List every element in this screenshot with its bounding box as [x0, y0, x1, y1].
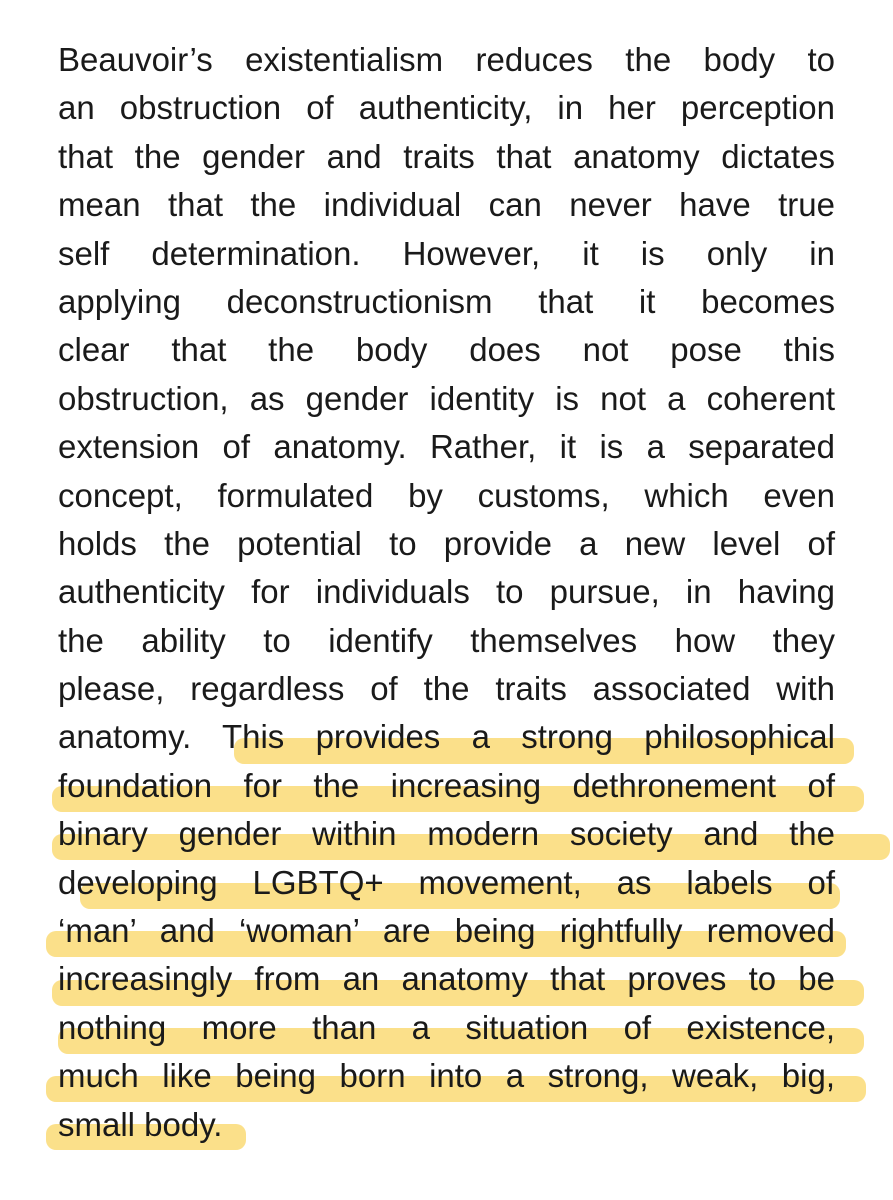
text-line: the ability to identify themselves how they	[58, 621, 835, 659]
text-line-highlighted: ‘man’ and ‘woman’ are being rightfully removed	[58, 912, 835, 950]
text-line-highlighted: small body.	[58, 1105, 223, 1143]
text-line-highlighted: developing LGBTQ+ movement, as labels of	[58, 863, 835, 901]
text-line: please, regardless of the traits associated with	[58, 670, 835, 708]
text-line: clear that the body does not pose this	[58, 331, 835, 369]
text-line: holds the potential to provide a new level of	[58, 524, 835, 562]
text-line: obstruction, as gender identity is not a coherent	[58, 379, 835, 417]
text-line: mean that the individual can never have true	[58, 186, 835, 224]
text-line-highlighted: much like being born into a strong, weak, big,	[58, 1057, 835, 1095]
text-line: anatomy. This provides a strong philosophical	[58, 718, 835, 756]
text-line: extension of anatomy. Rather, it is a separated	[58, 428, 835, 466]
text-line-highlighted: binary gender within modern society and the	[58, 815, 835, 853]
text-line: that the gender and traits that anatomy dictates	[58, 137, 835, 175]
text-line: self determination. However, it is only in	[58, 234, 835, 272]
text-line: concept, formulated by customs, which even	[58, 476, 835, 514]
text-line: applying deconstructionism that it becomes	[58, 282, 835, 320]
text-line: authenticity for individuals to pursue, in having	[58, 573, 835, 611]
text-line-highlighted: nothing more than a situation of existence,	[58, 1008, 835, 1046]
text-line: an obstruction of authenticity, in her perception	[58, 89, 835, 127]
text-line-highlighted: increasingly from an anatomy that proves to be	[58, 960, 835, 998]
paragraph	[58, 36, 835, 1149]
text-line-highlighted: foundation for the increasing dethronement of	[58, 766, 835, 804]
text-line: Beauvoir’s existentialism reduces the body to	[58, 41, 835, 78]
